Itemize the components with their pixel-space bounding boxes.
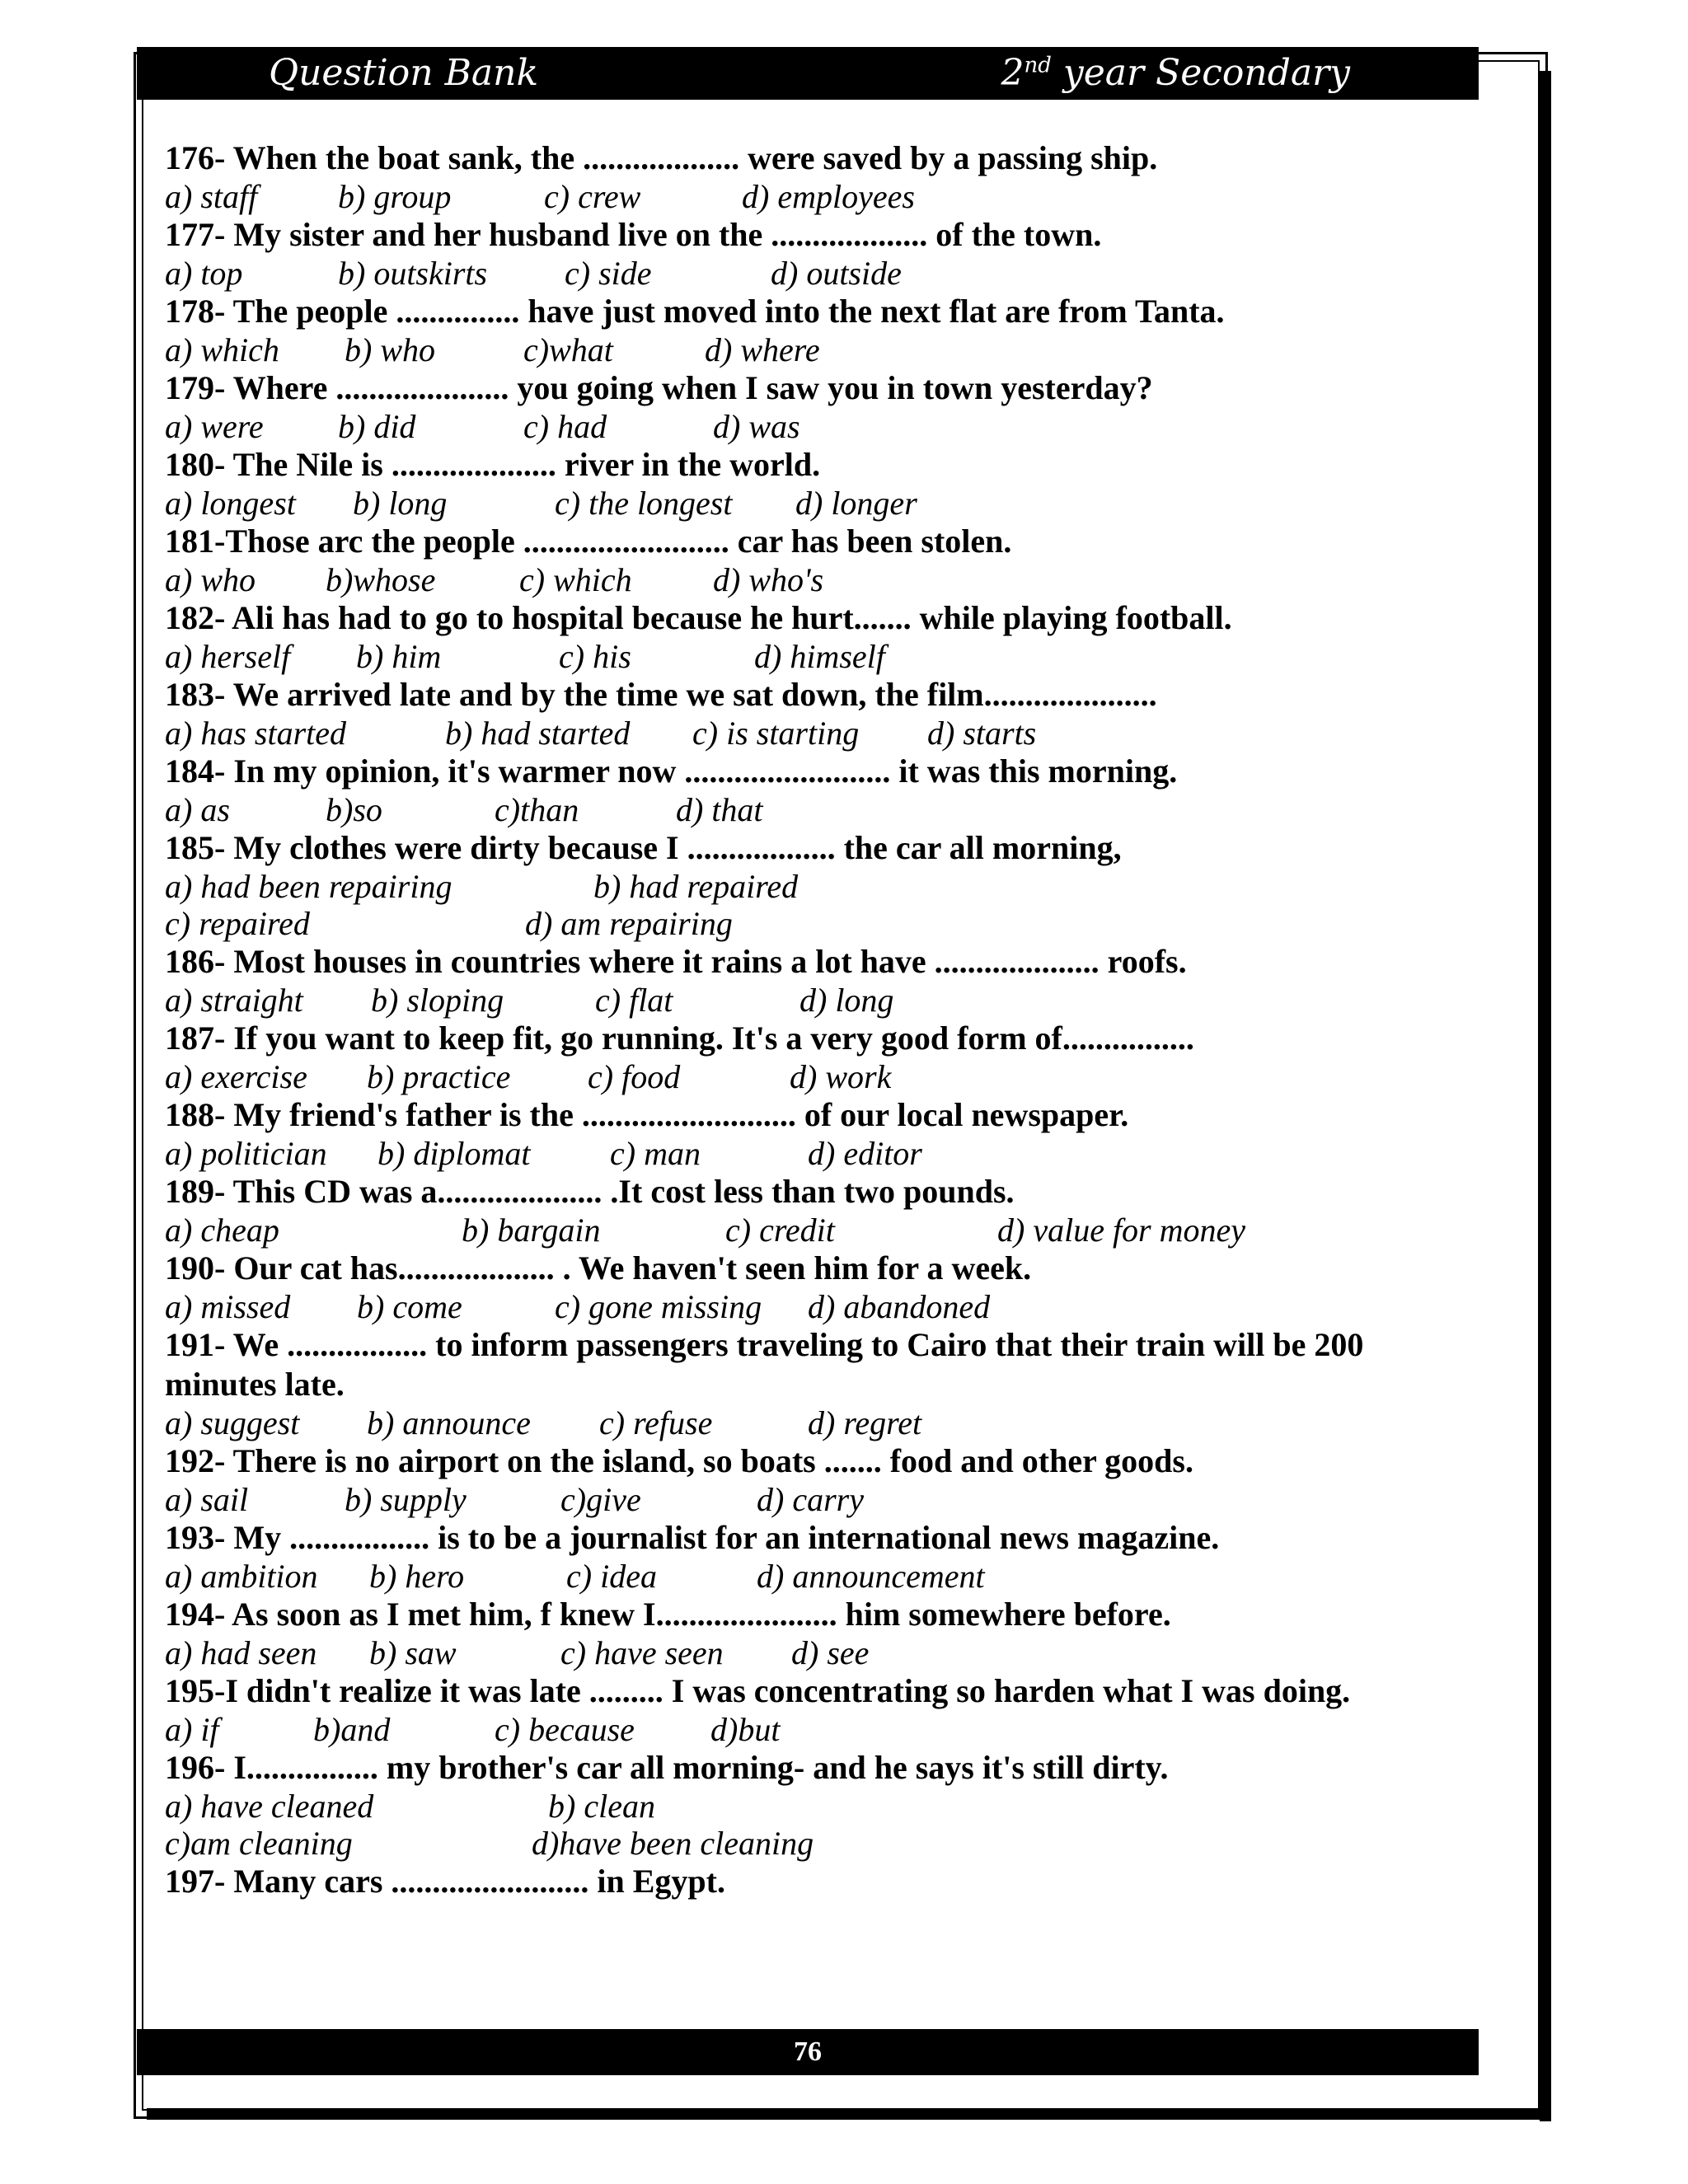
question-text: 177- My sister and her husband live on the ................... of the town.	[165, 216, 1102, 253]
option: a) if	[165, 1711, 219, 1748]
option-row	[165, 331, 1451, 368]
option: b) had started	[445, 715, 631, 752]
header-grade	[1001, 52, 1350, 94]
option: c)give	[560, 1481, 641, 1518]
option: d) regret	[808, 1404, 922, 1441]
option: a) politician	[165, 1135, 327, 1172]
option: c) gone missing	[555, 1288, 762, 1325]
option: a) which	[165, 331, 279, 368]
question-text: 176- When the boat sank, the ................... were saved by a passing ship.	[165, 139, 1158, 176]
footer-bar	[137, 2029, 1479, 2075]
option: d) see	[791, 1634, 870, 1671]
option: d) carry	[757, 1481, 864, 1518]
option: c) his	[559, 638, 631, 675]
page-border-shadow-right	[1540, 71, 1551, 2121]
option: b) outskirts	[338, 255, 488, 292]
option-row	[165, 485, 1451, 522]
option: c) because	[495, 1711, 635, 1748]
option: d) was	[713, 408, 800, 445]
question-text: 188- My friend's father is the .......................... of our local newspaper.	[165, 1096, 1129, 1133]
page-number: 76	[794, 2036, 822, 2067]
option: b) diplomat	[377, 1135, 531, 1172]
option-row	[165, 1558, 1451, 1595]
option: c) side	[565, 255, 652, 292]
option: a) straight	[165, 982, 303, 1019]
option: c) idea	[566, 1558, 657, 1595]
option-row	[165, 1634, 1451, 1671]
header-bar	[137, 47, 1479, 100]
option: d) employees	[742, 178, 915, 215]
option: c) repaired	[165, 905, 310, 942]
question-text: 191- We ................. to inform passengers traveling to Cairo that their train will be 200 minutes late.	[165, 1326, 1364, 1403]
option: a) suggest	[165, 1404, 300, 1441]
option: b) come	[357, 1288, 462, 1325]
option: c) had	[523, 408, 607, 445]
option: a) had been repairing	[165, 868, 452, 905]
option-row	[165, 1711, 1451, 1748]
header-grade-text: year Secondary	[1051, 52, 1350, 94]
option: c) flat	[595, 982, 673, 1019]
option: b) who	[345, 331, 435, 368]
option: d) long	[799, 982, 894, 1019]
option: a) longest	[165, 485, 296, 522]
option: c) refuse	[599, 1404, 713, 1441]
option: c)what	[523, 331, 613, 368]
option: c) which	[519, 561, 632, 598]
option-row	[165, 1288, 1451, 1325]
question-text: 181-Those arc the people ......................... car has been stolen.	[165, 523, 1012, 560]
question-list	[165, 138, 1451, 1901]
option-row	[165, 1212, 1451, 1249]
option-row	[165, 1481, 1451, 1518]
option: d) am repairing	[525, 905, 733, 942]
option: a) has started	[165, 715, 346, 752]
question-text: 189- This CD was a.................... .It cost less than two pounds.	[165, 1173, 1015, 1210]
option: c) the longest	[555, 485, 733, 522]
option: b) saw	[369, 1634, 457, 1671]
question-text: 185- My clothes were dirty because I .................. the car all morning,	[165, 829, 1122, 866]
option: a) missed	[165, 1288, 291, 1325]
option: d) himself	[754, 638, 885, 675]
option: a) cheap	[165, 1212, 279, 1249]
option: c) is starting	[692, 715, 860, 752]
option: d) announcement	[757, 1558, 985, 1595]
question-text: 192- There is no airport on the island, so boats ....... food and other goods.	[165, 1442, 1193, 1479]
question-text: 178- The people ............... have just moved into the next flat are from Tanta.	[165, 293, 1225, 330]
option: d) longer	[795, 485, 917, 522]
option-row	[165, 1058, 1451, 1095]
option: b) supply	[345, 1481, 467, 1518]
question-text: 180- The Nile is .................... river in the world.	[165, 446, 821, 483]
option: b)and	[313, 1711, 391, 1748]
option: d) outside	[771, 255, 902, 292]
question-text: 194- As soon as I met him, f knew I...................... him somewhere before.	[165, 1596, 1171, 1633]
question-text: 186- Most houses in countries where it rains a lot have .................... roofs.	[165, 943, 1187, 980]
option-row	[165, 1135, 1451, 1172]
option: c) have seen	[560, 1634, 724, 1671]
option: b) practice	[367, 1058, 511, 1095]
option: c)than	[495, 791, 579, 828]
option-row	[165, 1788, 1451, 1825]
option: d)but	[710, 1711, 781, 1748]
question-text: 183- We arrived late and by the time we sat down, the film.....................	[165, 676, 1157, 713]
option: c) food	[588, 1058, 681, 1095]
option-row	[165, 178, 1451, 215]
question-text: 179- Where ..................... you going when I saw you in town yesterday?	[165, 369, 1153, 406]
option: b) did	[338, 408, 416, 445]
question-text: 193- My ................. is to be a journalist for an international news magazine.	[165, 1519, 1220, 1556]
option: c) credit	[725, 1212, 835, 1249]
option: b) bargain	[462, 1212, 601, 1249]
option: b) group	[338, 178, 452, 215]
option-row	[165, 1404, 1451, 1441]
option-row	[165, 905, 1451, 942]
option: a) herself	[165, 638, 291, 675]
option: c) man	[610, 1135, 701, 1172]
option-row	[165, 638, 1451, 675]
option: b)so	[326, 791, 382, 828]
option: a) as	[165, 791, 230, 828]
option: b) had repaired	[593, 868, 799, 905]
option: d) that	[676, 791, 763, 828]
option: a) top	[165, 255, 243, 292]
option-row	[165, 1825, 1451, 1862]
header-grade-number: 2	[1001, 52, 1025, 94]
option: d) who's	[713, 561, 824, 598]
question-text: 187- If you want to keep fit, go running. It's a very good form of................	[165, 1019, 1194, 1057]
option-row	[165, 561, 1451, 598]
page-border-shadow-bottom	[147, 2108, 1551, 2120]
option-row	[165, 715, 1451, 752]
option: a) exercise	[165, 1058, 307, 1095]
option: b)whose	[326, 561, 436, 598]
option: a) had seen	[165, 1634, 317, 1671]
option: a) ambition	[165, 1558, 318, 1595]
question-text: 184- In my opinion, it's warmer now ......................... it was this morning.	[165, 752, 1178, 790]
option: d)have been cleaning	[532, 1825, 814, 1862]
option: d) abandoned	[808, 1288, 991, 1325]
header-grade-suffix: nd	[1024, 53, 1052, 78]
option: d) value for money	[997, 1212, 1246, 1249]
option: b) hero	[369, 1558, 465, 1595]
option-row	[165, 791, 1451, 828]
option: b) clean	[548, 1788, 655, 1825]
option: d) editor	[808, 1135, 922, 1172]
option: a) have cleaned	[165, 1788, 374, 1825]
option: b) long	[353, 485, 448, 522]
option: d) work	[790, 1058, 892, 1095]
option: b) him	[356, 638, 442, 675]
option: a) sail	[165, 1481, 249, 1518]
option-row	[165, 868, 1451, 905]
option: c) crew	[544, 178, 641, 215]
option: c)am cleaning	[165, 1825, 353, 1862]
question-text: 182- Ali has had to go to hospital because he hurt....... while playing football.	[165, 599, 1232, 636]
option: d) where	[705, 331, 820, 368]
option: b) announce	[367, 1404, 531, 1441]
option: b) sloping	[371, 982, 504, 1019]
option-row	[165, 408, 1451, 445]
option: a) who	[165, 561, 256, 598]
option: a) were	[165, 408, 264, 445]
question-text: 190- Our cat has................... . We haven't seen him for a week.	[165, 1249, 1032, 1286]
question-text: 196- I................ my brother's car all morning- and he says it's still dirty.	[165, 1749, 1169, 1786]
question-text: 197- Many cars ........................ in Egypt.	[165, 1863, 725, 1900]
question-text: 195-I didn't realize it was late ......... I was concentrating so harden what I was doing.	[165, 1672, 1351, 1709]
option-row	[165, 982, 1451, 1019]
option-row	[165, 255, 1451, 292]
option: a) staff	[165, 178, 258, 215]
option: d) starts	[927, 715, 1037, 752]
header-title: Question Bank	[269, 52, 539, 94]
